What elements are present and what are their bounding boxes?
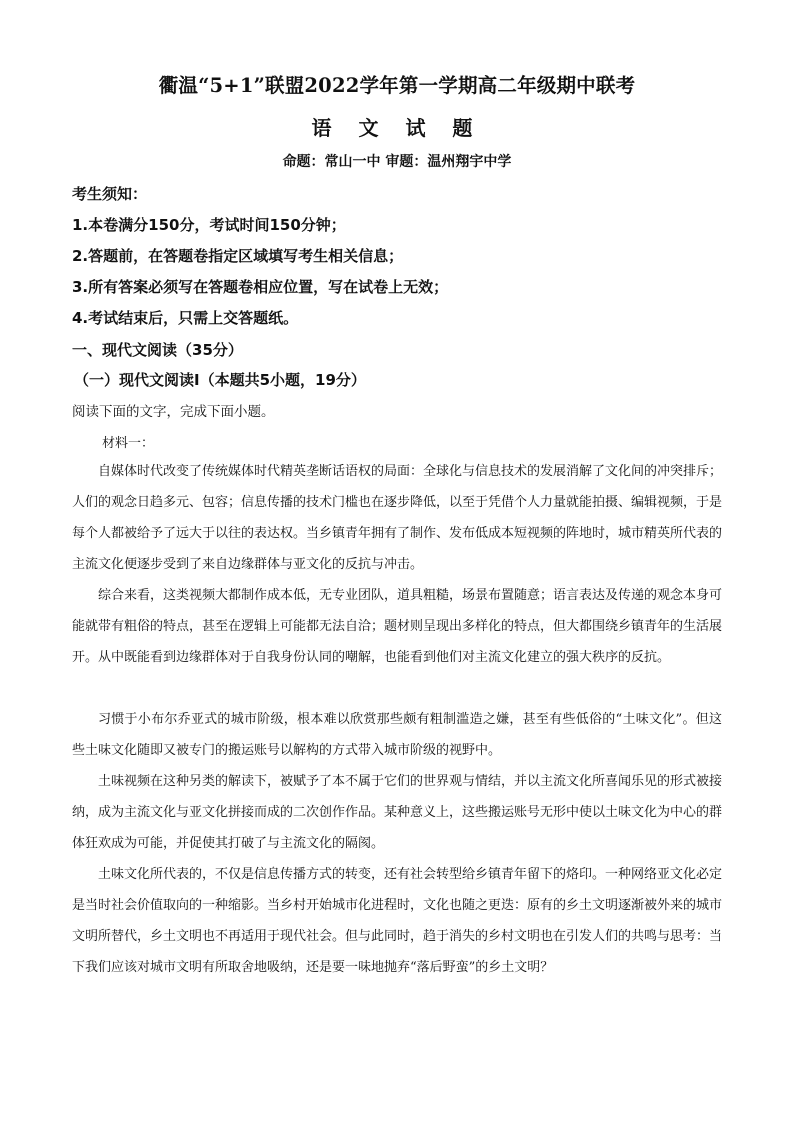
material-paragraph: 习惯于小布尔乔亚式的城市阶级，根本难以欣赏那些颇有粗制滥造之嫌，甚至有些低俗的“土味文化”。但这些土味文化随即又被专门的搬运账号以解构的方式带入城市阶级的视野中。 xyxy=(72,712,722,758)
material-paragraph: 自媒体时代改变了传统媒体时代精英垄断话语权的局面：全球化与信息技术的发展消解了文化间的冲突排斥；人们的观念日趋多元、包容；信息传播的技术门槛也在逐步降低，以至于凭借个人力量就能拍摄、编辑视频，于是每个人都被给予了远大于以往的表达权。当乡镇青年拥有了制作、发布低成本短视频的阵地时，城市精英所代表的主流文化便逐步受到了来自边缘群体与亚文化的反抗与冲击。 xyxy=(72,464,723,572)
material-label: 材料一： xyxy=(102,436,155,451)
notice-item: 1.本卷满分150分，考试时间150分钟； xyxy=(72,216,346,234)
reading-instruction: 阅读下面的文字，完成下面小题。 xyxy=(72,404,275,420)
notice-heading: 考生须知： xyxy=(72,185,148,203)
notice-item: 4.考试结束后，只需上交答题纸。 xyxy=(72,309,299,327)
material-paragraph: 土味文化所代表的，不仅是信息传播方式的转变，还有社会转型给乡镇青年留下的烙印。一种网络亚文化必定是当时社会价值取向的一种缩影。当乡村开始城市化进程时，文化也随之更迭：原有的乡土文明逐渐被外来的城市文明所替代，乡土文明也不再适用于现代社会。但与此同时，趋于消失的乡村文明也在引发人们的共鸣与思考：当下我们应该对城市文明有所取舍地吸纳，还是要一味地抛弃“落后野蛮”的乡土文明？ xyxy=(72,867,723,975)
material-paragraph: 土味视频在这种另类的解读下，被赋予了本不属于它们的世界观与情结，并以主流文化所喜闻乐见的形式被接纳，成为主流文化与亚文化拼接而成的二次创作作品。某种意义上，这些搬运账号无形中使以土味文化为中心的群体狂欢成为可能，并促使其打破了与主流文化的隔阂。 xyxy=(72,774,723,851)
section-subtitle: （一）现代文阅读Ⅰ（本题共5小题，19分） xyxy=(74,371,366,389)
exam-subject: 语 文 试 题 xyxy=(311,116,483,140)
notice-item: 2.答题前，在答题卷指定区域填写考生相关信息； xyxy=(72,247,404,265)
material-paragraph: 综合来看，这类视频大都制作成本低，无专业团队，道具粗糙，场景布置随意；语言表达及传递的观念本身可能就带有粗俗的特点，甚至在逻辑上可能都无法自洽；题材则呈现出多样化的特点，但大都围绕乡镇青年的生活展开。从中既能看到边缘群体对于自我身份认同的嘲解，也能看到他们对主流文化建立的强大秩序的反抗。 xyxy=(72,588,723,665)
exam-title: 衢温“5+1”联盟2022学年第一学期高二年级期中联考 xyxy=(158,74,636,97)
notice-item: 3.所有答案必须写在答题卷相应位置，写在试卷上无效； xyxy=(72,278,449,296)
section-title: 一、现代文阅读（35分） xyxy=(72,341,243,359)
exam-authors: 命题：常山一中 审题：温州翔宇中学 xyxy=(282,154,512,170)
